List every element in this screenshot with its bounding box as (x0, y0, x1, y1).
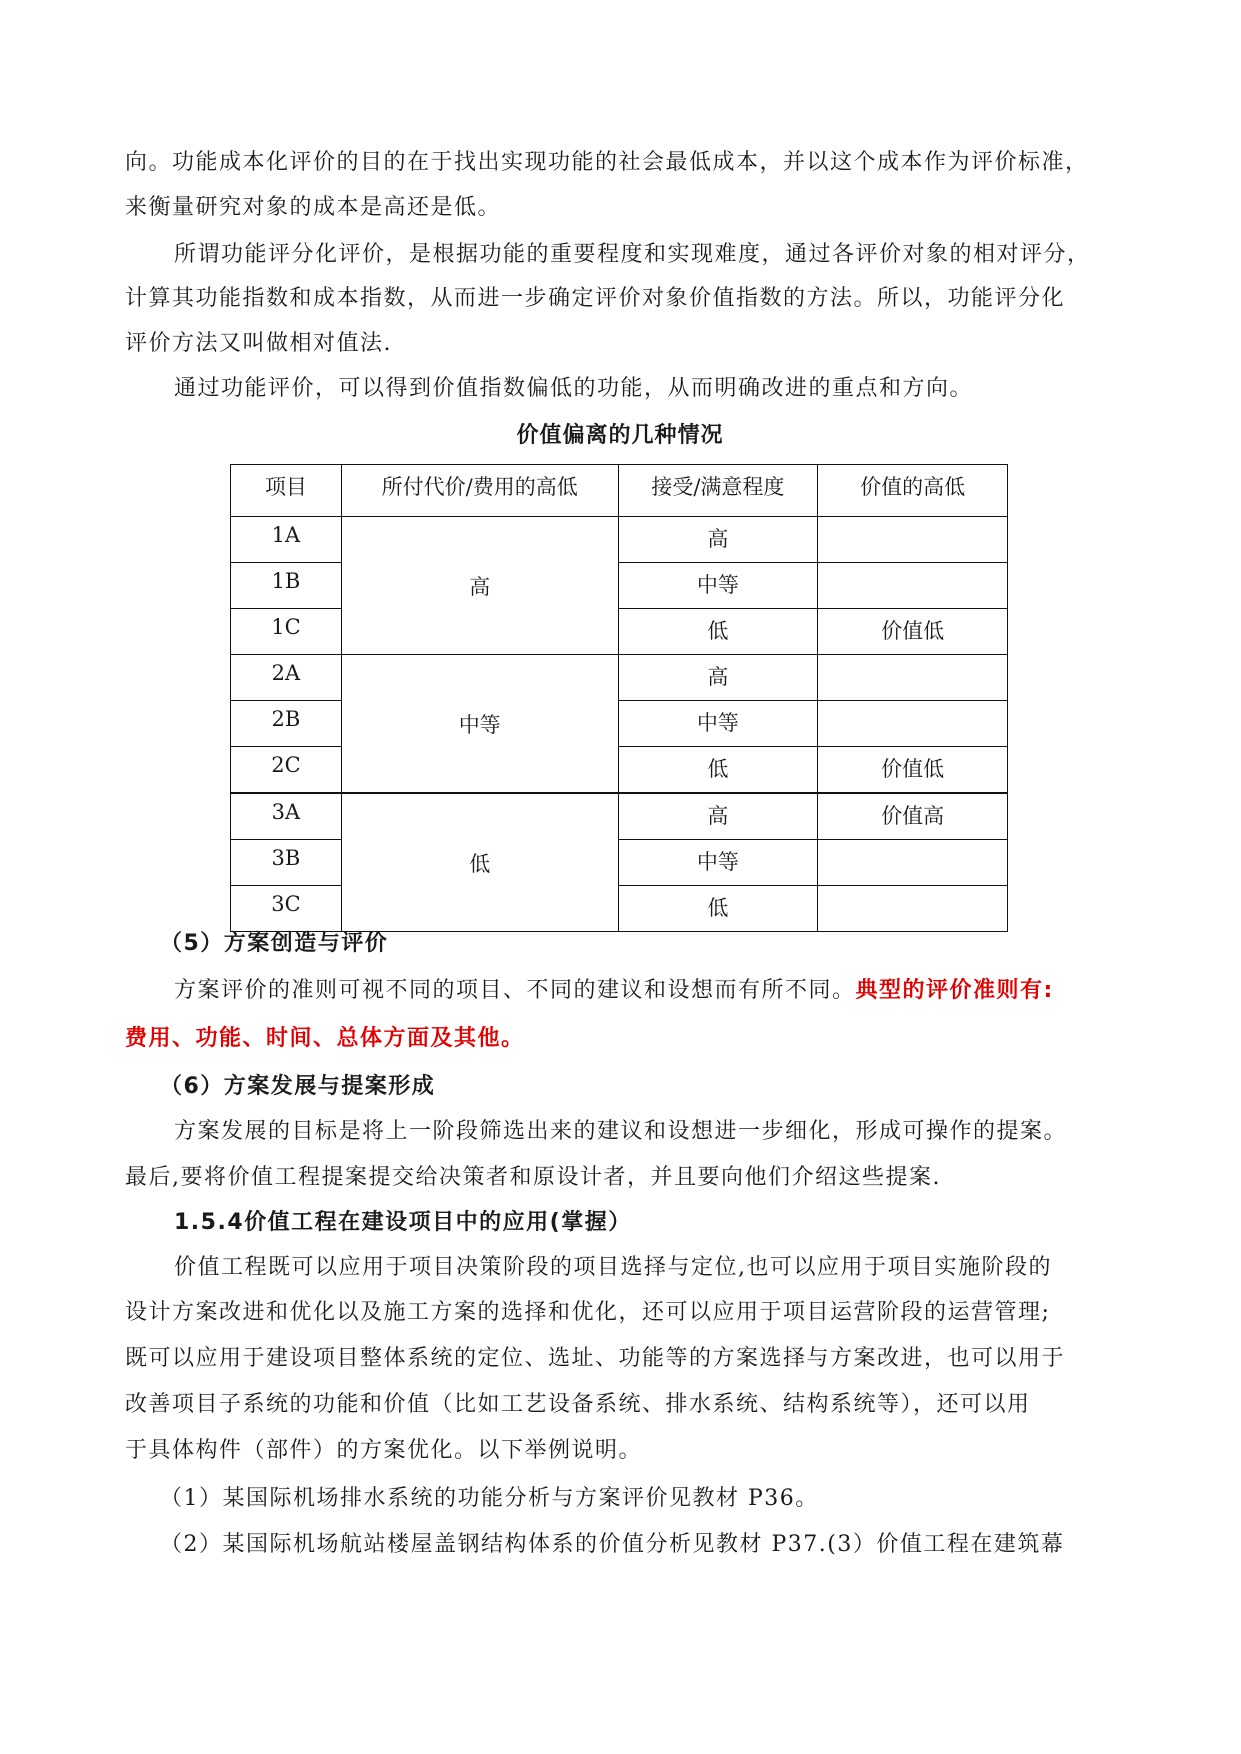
value-cell (818, 840, 1008, 886)
satisfaction-cell: 中等 (618, 840, 818, 886)
paragraph-line: 方案发展的目标是将上一阶段筛选出来的建议和设想进一步细化，形成可操作的提案。 (174, 1119, 1068, 1144)
satisfaction-cell: 低 (618, 886, 818, 932)
table-row (231, 793, 1008, 840)
paragraph-line (174, 976, 1164, 1006)
item-cell: 2A (231, 655, 342, 701)
item-cell: 1B (231, 563, 342, 609)
item-cell: 3B (231, 840, 342, 886)
item-cell: 1C (231, 609, 342, 655)
satisfaction-cell: 高 (618, 655, 818, 701)
satisfaction-cell: 中等 (618, 563, 818, 609)
section-heading: （5）方案创造与评价 (160, 931, 389, 956)
highlight-line: 费用、功能、时间、总体方面及其他。 (125, 1026, 525, 1051)
paragraph-line: 于具体构件（部件）的方案优化。以下举例说明。 (125, 1438, 643, 1463)
header-item: 项目 (231, 465, 342, 517)
satisfaction-cell: 中等 (618, 701, 818, 747)
value-cell (818, 655, 1008, 701)
item-cell: 3A (231, 793, 342, 840)
value-cell (818, 517, 1008, 563)
value-cell (818, 701, 1008, 747)
satisfaction-cell: 高 (618, 793, 818, 840)
paragraph-line: 评价方法又叫做相对值法. (125, 331, 392, 356)
value-deviation-table (230, 464, 1008, 932)
section-heading: 1.5.4价值工程在建设项目中的应用(掌握） (174, 1210, 632, 1235)
paragraph-line: 计算其功能指数和成本指数，从而进一步确定评价对象价值指数的方法。所以，功能评分化 (125, 286, 1066, 311)
header-satisfaction: 接受/满意程度 (618, 465, 818, 517)
section-heading: （6）方案发展与提案形成 (160, 1074, 436, 1099)
example-line: （1）某国际机场排水系统的功能分析与方案评价见教材 P36。 (160, 1486, 819, 1511)
paragraph-line: 来衡量研究对象的成本是高还是低。 (125, 195, 502, 220)
paragraph-line: 所谓功能评分化评价，是根据功能的重要程度和实现难度，通过各评价对象的相对评分， (174, 242, 1091, 267)
paragraph-line: 最后,要将价值工程提案提交给决策者和原设计者，并且要向他们介绍这些提案. (125, 1165, 941, 1190)
item-cell: 3C (231, 886, 342, 932)
value-cell: 价值高 (818, 793, 1008, 840)
satisfaction-cell: 低 (618, 609, 818, 655)
table-caption: 价值偏离的几种情况 (516, 423, 724, 448)
paragraph-line: 改善项目子系统的功能和价值（比如工艺设备系统、排水系统、结构系统等），还可以用 (125, 1392, 1031, 1417)
cost-cell: 高 (341, 517, 618, 655)
cost-cell: 中等 (341, 655, 618, 794)
satisfaction-cell: 低 (618, 747, 818, 794)
example-line: （2）某国际机场航站楼屋盖钢结构体系的价值分析见教材 P37.(3）价值工程在建筑幕 (160, 1532, 1065, 1557)
paragraph-line: 通过功能评价，可以得到价值指数偏低的功能，从而明确改进的重点和方向。 (174, 376, 974, 401)
table-header-row (231, 465, 1008, 517)
paragraph-line: 设计方案改进和优化以及施工方案的选择和优化，还可以应用于项目运营阶段的运营管理; (125, 1300, 1051, 1325)
item-cell: 1A (231, 517, 342, 563)
value-cell: 价值低 (818, 747, 1008, 794)
value-cell (818, 563, 1008, 609)
item-cell: 2B (231, 701, 342, 747)
cost-cell: 低 (341, 793, 618, 932)
satisfaction-cell: 高 (618, 517, 818, 563)
text-run: 方案评价的准则可视不同的项目、不同的建议和设想而有所不同。 (174, 978, 856, 1003)
paragraph-line: 向。功能成本化评价的目的在于找出实现功能的社会最低成本，并以这个成本作为评价标准， (125, 150, 1089, 175)
header-cost: 所付代价/费用的高低 (341, 465, 618, 517)
header-value: 价值的高低 (818, 465, 1008, 517)
table-row (231, 655, 1008, 701)
paragraph-line: 既可以应用于建设项目整体系统的定位、选址、功能等的方案选择与方案改进，也可以用于 (125, 1346, 1066, 1371)
table-row (231, 517, 1008, 563)
value-cell (818, 886, 1008, 932)
value-cell: 价值低 (818, 609, 1008, 655)
item-cell: 2C (231, 747, 342, 794)
paragraph-line: 价值工程既可以应用于项目决策阶段的项目选择与定位,也可以应用于项目实施阶段的 (174, 1255, 1052, 1280)
highlight-text: 典型的评价准则有: (855, 978, 1054, 1003)
